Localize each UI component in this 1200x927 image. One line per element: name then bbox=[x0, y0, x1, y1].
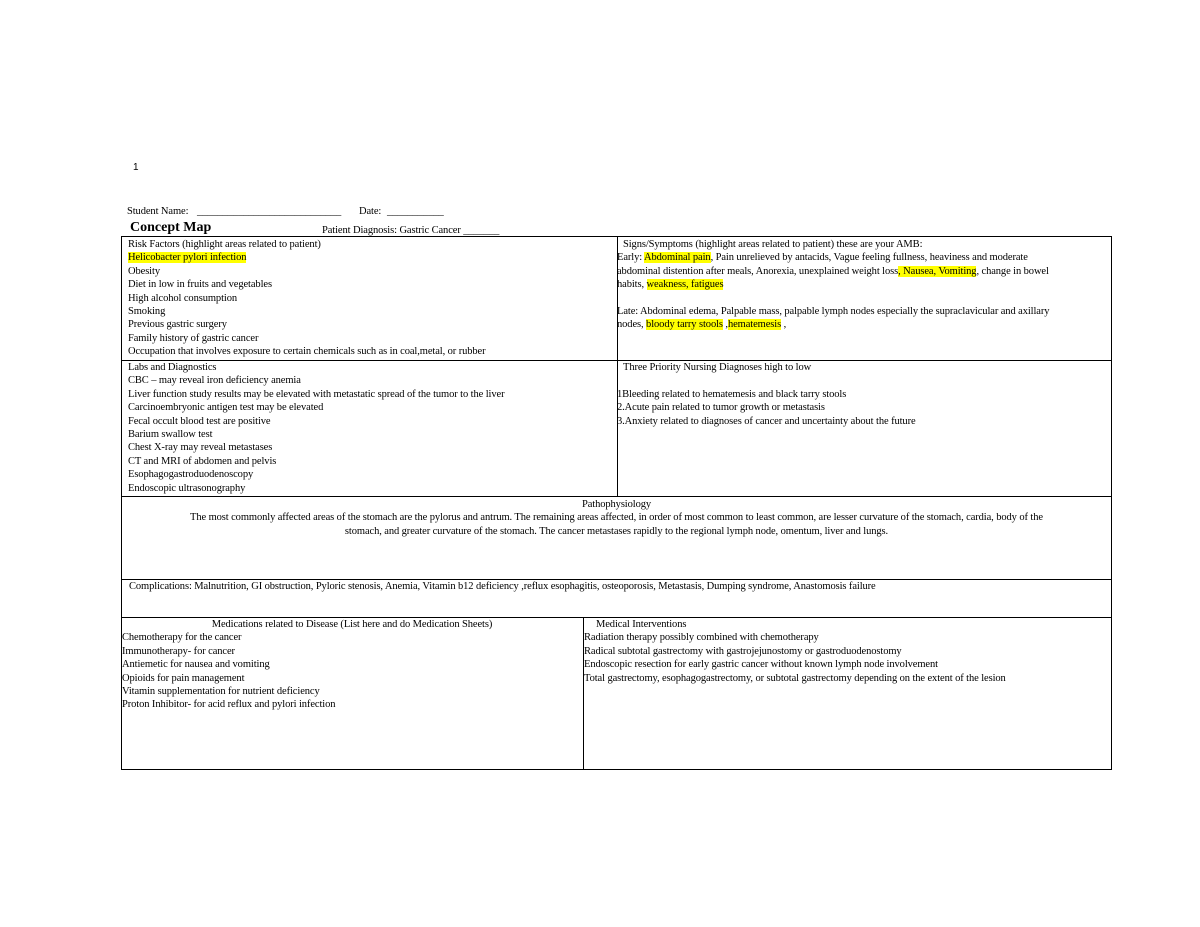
early-line1: , Pain unrelieved by antacids, Vague feeling fullness, heaviness and moderate bbox=[710, 252, 1028, 264]
medications-heading: Medications related to Disease (List here and do Medication Sheets) bbox=[211, 619, 493, 630]
page-title: Concept Map bbox=[130, 220, 212, 235]
symptom-weakness: weakness bbox=[646, 279, 686, 291]
intervention-item: Radiation therapy possibly combined with chemotherapy bbox=[584, 632, 819, 644]
patient-diagnosis-blank: _______ bbox=[463, 225, 500, 236]
lab-item: Fecal occult blood test are positive bbox=[128, 415, 271, 427]
patient-diagnosis-label: Patient Diagnosis: bbox=[322, 225, 397, 236]
page-number: 1 bbox=[133, 162, 139, 173]
lab-item: Liver function study results may be elevated with metastatic spread of the tumor to the liver bbox=[128, 388, 505, 400]
risk-factor-item: Family history of gastric cancer bbox=[128, 332, 259, 344]
intervention-item: Total gastrectomy, esophagogastrectomy, or subtotal gastrectomy depending on the extent of the lesion bbox=[584, 672, 1006, 684]
date-field[interactable]: ___________ bbox=[387, 206, 444, 217]
symptom-hematemesis: hematemesis bbox=[727, 319, 782, 331]
risk-factor-item: Smoking bbox=[128, 306, 166, 318]
pathophysiology-heading: Pathophysiology bbox=[581, 499, 652, 510]
pathophysiology-line: stomach, and greater curvature of the stomach. The cancer metastases rapidly to the regional lymph node, omentum, liver and lungs. bbox=[344, 525, 889, 537]
risk-factor-item: Obesity bbox=[128, 265, 160, 277]
symptom-nausea: , Nausea bbox=[898, 265, 934, 277]
student-name-label: Student Name: bbox=[127, 206, 189, 217]
lab-item: Esophagogastroduodenoscopy bbox=[128, 469, 254, 481]
risk-factor-item: Helicobacter pylori infection bbox=[128, 252, 247, 264]
risk-factor-item: Occupation that involves exposure to certain chemicals such as in coal,metal, or rubber bbox=[128, 346, 486, 358]
intervention-item: Endoscopic resection for early gastric cancer without known lymph node involvement bbox=[584, 659, 938, 671]
intervention-item: Radical subtotal gastrectomy with gastrojejunostomy or gastroduodenostomy bbox=[584, 645, 902, 657]
risk-factors-heading: Risk Factors (highlight areas related to patient) bbox=[128, 239, 321, 250]
nursing-diagnosis-item: 1Bleeding related to hematemesis and black tarry stools bbox=[617, 388, 847, 400]
pathophysiology-line: The most commonly affected areas of the stomach are the pylorus and antrum. The remaining areas affected, in order of most common to least common, are lesser curvature of the stomach, cardia, body of the bbox=[190, 512, 1043, 524]
medication-item: Opioids for pain management bbox=[122, 672, 245, 684]
medication-item: Immunotherapy- for cancer bbox=[122, 645, 235, 657]
comma: , bbox=[933, 265, 939, 277]
late-line2: nodes, bbox=[617, 319, 647, 331]
signs-symptoms-cell bbox=[617, 238, 1107, 332]
medication-item: Antiemetic for nausea and vomiting bbox=[122, 659, 270, 671]
risk-factors-cell bbox=[128, 238, 486, 359]
nursing-diagnosis-item: 3.Anxiety related to diagnoses of cancer and uncertainty about the future bbox=[617, 415, 916, 427]
labs-heading: Labs and Diagnostics bbox=[128, 362, 217, 373]
date-label: Date: bbox=[359, 206, 382, 217]
interventions-heading: Medical Interventions bbox=[596, 619, 687, 630]
risk-factor-item: Diet in low in fruits and vegetables bbox=[128, 279, 272, 291]
symptom-bloody-stools: bloody tarry stools bbox=[646, 319, 723, 331]
labs-cell bbox=[128, 361, 504, 495]
nursing-diagnoses-cell bbox=[617, 361, 916, 428]
interventions-cell bbox=[584, 618, 1006, 685]
lab-item: CT and MRI of abdomen and pelvis bbox=[128, 455, 277, 467]
nursing-diagnoses-heading: Three Priority Nursing Diagnoses high to low bbox=[623, 362, 812, 373]
symptom-abdominal-pain: Abdominal pain bbox=[644, 252, 711, 264]
nursing-diagnosis-item: 2.Acute pain related to tumor growth or metastasis bbox=[617, 402, 825, 414]
medication-item: Proton Inhibitor- for acid reflux and pylori infection bbox=[122, 699, 336, 711]
symptom-vomiting: Vomiting bbox=[938, 265, 977, 277]
lab-item: Barium swallow test bbox=[128, 429, 213, 441]
comma: , bbox=[781, 319, 787, 331]
early-line2-end: , change in bowel bbox=[976, 265, 1049, 277]
early-line2: abdominal distention after meals, Anorexia, unexplained weight loss bbox=[617, 265, 899, 277]
lab-item: CBC – may reveal iron deficiency anemia bbox=[128, 375, 301, 387]
comma: , bbox=[685, 279, 692, 291]
lab-item: Chest X-ray may reveal metastases bbox=[128, 442, 273, 454]
early-line3: habits, bbox=[617, 279, 647, 291]
pathophysiology-cell bbox=[122, 498, 1111, 538]
symptom-fatigues: fatigues bbox=[691, 279, 724, 291]
medications-cell bbox=[122, 618, 582, 712]
medication-item: Chemotherapy for the cancer bbox=[122, 632, 242, 644]
medication-item: Vitamin supplementation for nutrient deficiency bbox=[122, 686, 320, 698]
risk-factor-item: High alcohol consumption bbox=[128, 292, 238, 304]
lab-item: Endoscopic ultrasonography bbox=[128, 482, 246, 494]
signs-symptoms-heading: Signs/Symptoms (highlight areas related to patient) these are your AMB: bbox=[623, 239, 923, 250]
comma: , bbox=[722, 319, 728, 331]
lab-item: Carcinoembryonic antigen test may be elevated bbox=[128, 402, 324, 414]
complications-cell: Complications: Malnutrition, GI obstruction, Pyloric stenosis, Anemia, Vitamin b12 deficiency ,reflux esophagitis, osteoporosis, Metastasis, Dumping syndrome, Anastomosis failure bbox=[129, 581, 876, 592]
risk-factor-item: Previous gastric surgery bbox=[128, 319, 227, 331]
student-name-field[interactable]: ____________________________ bbox=[197, 206, 342, 217]
patient-diagnosis-value: Gastric Cancer bbox=[399, 225, 461, 236]
early-label: Early: bbox=[617, 252, 645, 264]
late-line1: Late: Abdominal edema, Palpable mass, palpable lymph nodes especially the supraclavicular and axillary bbox=[617, 306, 1050, 318]
divider-row2 bbox=[122, 496, 1111, 497]
